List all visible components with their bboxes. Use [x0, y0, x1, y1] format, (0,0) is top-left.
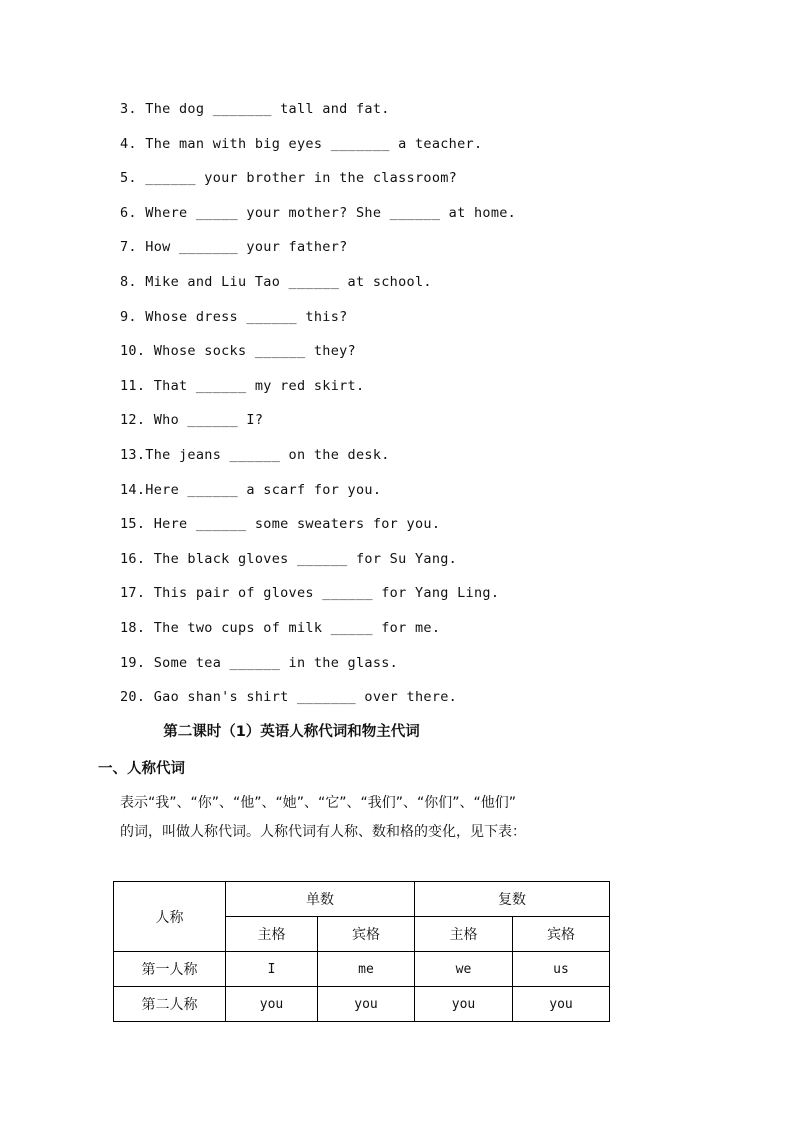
- exercise-item: 18. The two cups of milk _____ for me.: [120, 619, 441, 636]
- nominative-header: 主格: [226, 917, 318, 952]
- exercise-item: 20. Gao shan's shirt _______ over there.: [120, 689, 458, 706]
- intro-line: 表示“我”、“你”、“他”、“她”、“它”、“我们”、“你们”、“他们”: [120, 795, 517, 811]
- intro-paragraph: [120, 789, 710, 847]
- exercise-item: 4. The man with big eyes _______ a teacher.: [120, 135, 483, 152]
- table-cell: you: [415, 987, 513, 1022]
- table-cell: you: [318, 987, 415, 1022]
- exercise-item: 15. Here ______ some sweaters for you.: [120, 516, 441, 533]
- row-header-cell: 人称: [114, 882, 226, 952]
- table-cell: me: [318, 952, 415, 987]
- plural-header: 复数: [415, 882, 610, 917]
- exercise-item: 10. Whose socks ______ they?: [120, 343, 356, 360]
- exercise-item: 17. This pair of gloves ______ for Yang Ling.: [120, 585, 500, 602]
- pronoun-table: [113, 881, 610, 1022]
- nominative-header: 主格: [415, 917, 513, 952]
- table-cell: you: [513, 987, 610, 1022]
- exercise-list: [120, 99, 516, 722]
- exercise-item: 5. ______ your brother in the classroom?: [120, 170, 458, 187]
- singular-header: 单数: [226, 882, 415, 917]
- exercise-item: 13.The jeans ______ on the desk.: [120, 446, 390, 463]
- row-label: 第二人称: [114, 987, 226, 1022]
- row-label: 第一人称: [114, 952, 226, 987]
- table-cell: I: [226, 952, 318, 987]
- table-cell: we: [415, 952, 513, 987]
- exercise-item: 14.Here ______ a scarf for you.: [120, 481, 382, 498]
- exercise-item: 19. Some tea ______ in the glass.: [120, 654, 399, 671]
- objective-header: 宾格: [513, 917, 610, 952]
- exercise-item: 11. That ______ my red skirt.: [120, 377, 365, 394]
- sub-heading: 一、人称代词: [98, 761, 185, 777]
- exercise-item: 8. Mike and Liu Tao ______ at school.: [120, 273, 432, 290]
- table-cell: you: [226, 987, 318, 1022]
- exercise-item: 9. Whose dress ______ this?: [120, 308, 348, 325]
- intro-line: 的词，叫做人称代词。人称代词有人称、数和格的变化，见下表：: [120, 824, 526, 840]
- exercise-item: 12. Who ______ I?: [120, 412, 264, 429]
- table-header-row: [114, 882, 610, 917]
- table-cell: us: [513, 952, 610, 987]
- section-title: 第二课时（1）英语人称代词和物主代词: [163, 724, 420, 740]
- exercise-item: 6. Where _____ your mother? She ______ at home.: [120, 204, 517, 221]
- table-row: [114, 952, 610, 987]
- table-row: [114, 987, 610, 1022]
- objective-header: 宾格: [318, 917, 415, 952]
- exercise-item: 16. The black gloves ______ for Su Yang.: [120, 550, 458, 567]
- exercise-item: 3. The dog _______ tall and fat.: [120, 101, 390, 117]
- exercise-item: 7. How _______ your father?: [120, 239, 348, 256]
